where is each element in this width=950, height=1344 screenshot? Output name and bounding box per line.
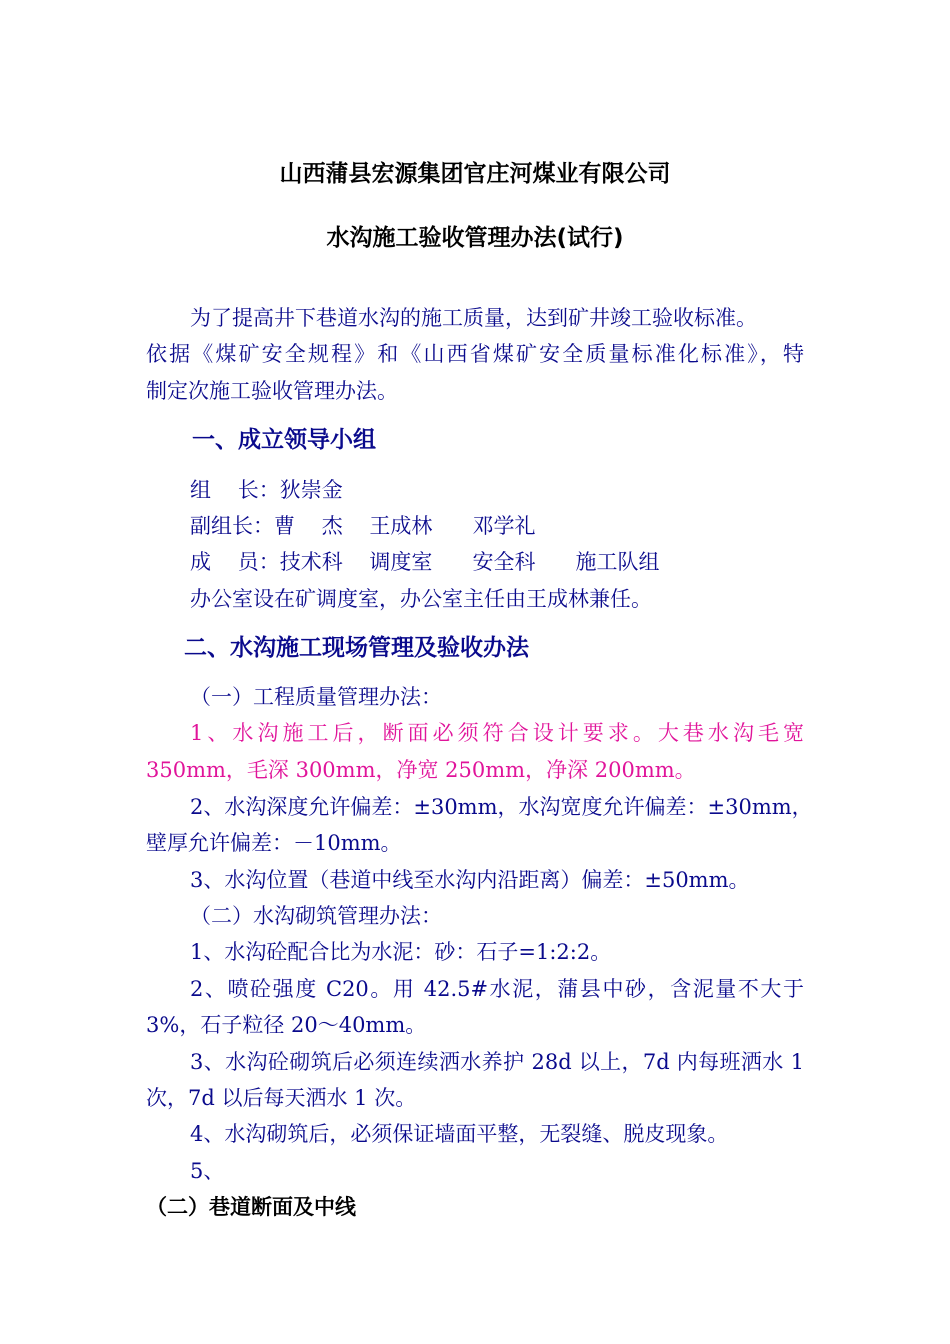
section1-heading: 一、成立领导小组: [192, 427, 376, 453]
leader-line: 组 长：狄崇金: [190, 478, 343, 502]
intro-line-2: 依据《煤矿安全规程》和《山西省煤矿安全质量标准化标准》，特: [146, 342, 804, 366]
section2-heading: 二、水沟施工现场管理及验收办法: [184, 635, 529, 661]
members-line: 成 员：技术科 调度室 安全科 施工队组: [190, 550, 660, 574]
deputy-line: 副组长：曹 杰 王成林 邓学礼: [190, 514, 536, 538]
sub1-item2-line1: 2、水沟深度允许偏差：±30mm，水沟宽度允许偏差：±30mm，: [190, 795, 813, 819]
company-title: 山西蒲县宏源集团官庄河煤业有限公司: [279, 161, 671, 187]
sub1-item1-line1: 1、水沟施工后，断面必须符合设计要求。大巷水沟毛宽: [190, 721, 804, 745]
section3-heading: （二）巷道断面及中线: [146, 1195, 356, 1219]
sub2-item3-line1: 3、水沟砼砌筑后必须连续洒水养护 28d 以上，7d 内每班洒水 1: [190, 1050, 804, 1074]
sub1-title: （一）工程质量管理办法：: [190, 685, 442, 709]
sub1-item2-line2: 壁厚允许偏差：－10mm。: [146, 831, 402, 855]
intro-line-3: 制定次施工验收管理办法。: [146, 379, 398, 403]
sub1-item1-line2: 350mm，毛深 300mm，净宽 250mm，净深 200mm。: [146, 758, 696, 782]
office-line: 办公室设在矿调度室，办公室主任由王成林兼任。: [190, 587, 652, 611]
sub2-item4: 4、水沟砌筑后，必须保证墙面平整，无裂缝、脱皮现象。: [190, 1122, 729, 1146]
sub2-item3-line2: 次，7d 以后每天洒水 1 次。: [146, 1086, 417, 1110]
sub1-item3: 3、水沟位置（巷道中线至水沟内沿距离）偏差：±50mm。: [190, 868, 750, 892]
sub2-item1: 1、水沟砼配合比为水泥：砂：石子=1:2:2。: [190, 940, 612, 964]
sub2-item2-line2: 3%，石子粒径 20～40mm。: [146, 1013, 427, 1037]
sub2-item2-line1: 2、喷砼强度 C20。用 42.5#水泥，蒲县中砂，含泥量不大于: [190, 977, 804, 1001]
document-title: 水沟施工验收管理办法(试行): [326, 225, 624, 251]
intro-line-1: 为了提高井下巷道水沟的施工质量，达到矿井竣工验收标准。: [190, 306, 757, 330]
sub2-title: （二）水沟砌筑管理办法：: [190, 904, 442, 928]
sub2-item5: 5、: [190, 1159, 225, 1183]
